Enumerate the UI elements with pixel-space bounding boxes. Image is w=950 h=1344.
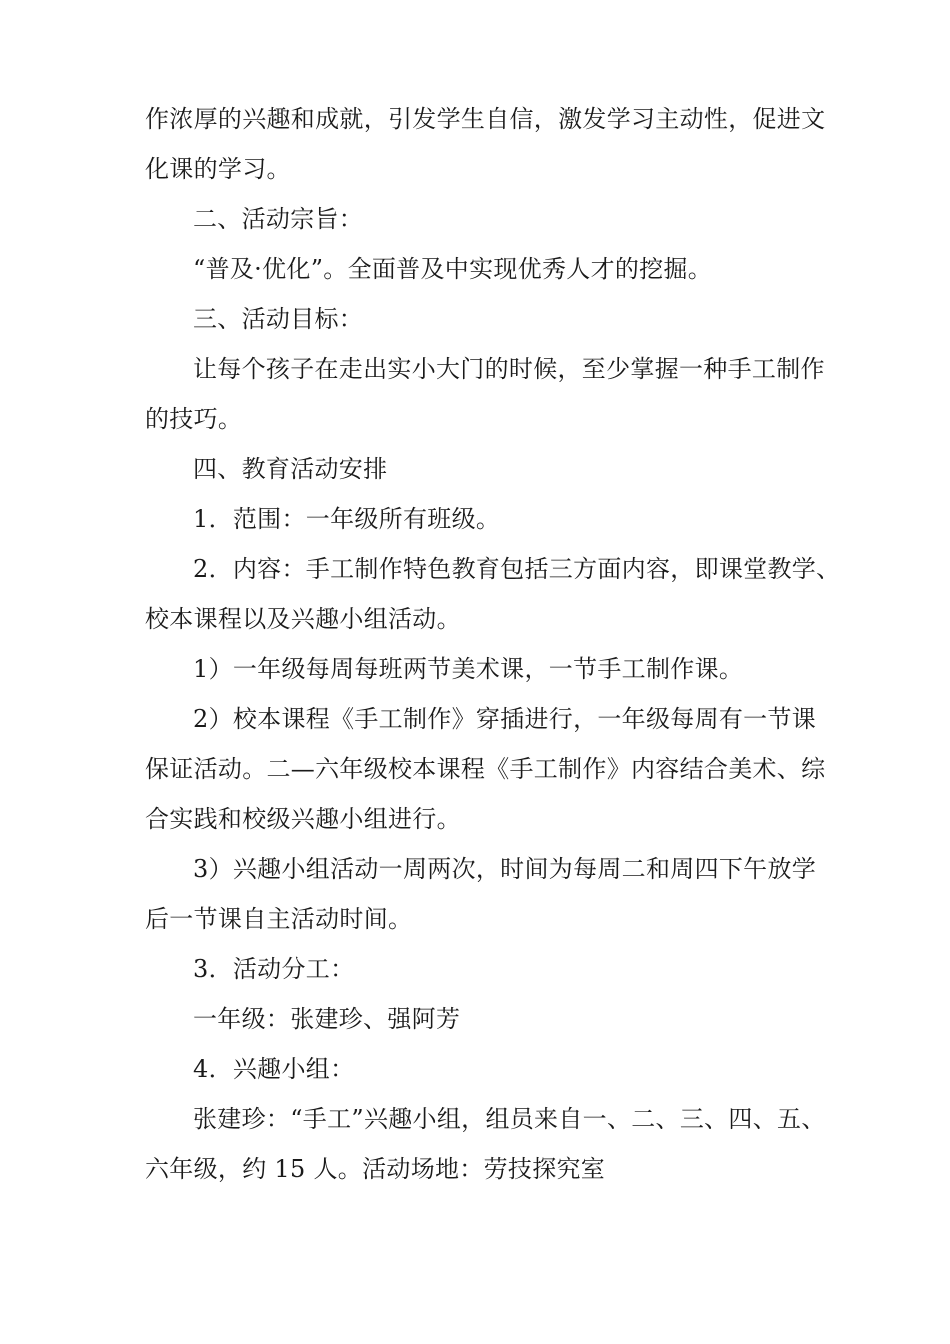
list-item: 3．活动分工： [193, 955, 355, 983]
text-line: 校本课程以及兴趣小组活动。 [145, 605, 461, 633]
text-line: 张建珍：“手工”兴趣小组，组员来自一、二、三、四、五、 [193, 1105, 826, 1133]
list-item: 2．内容：手工制作特色教育包括三方面内容，即课堂教学、 [193, 555, 841, 583]
text-line: 六年级，约 15 人。活动场地：劳技探究室 [145, 1155, 606, 1183]
text-line: 一年级：张建珍、强阿芳 [193, 1005, 461, 1033]
text-line: 作浓厚的兴趣和成就，引发学生自信，激发学习主动性，促进文 [145, 105, 826, 133]
text-line: 让每个孩子在走出实小大门的时候，至少掌握一种手工制作 [193, 355, 825, 383]
text-line: 保证活动。二—六年级校本课程《手工制作》内容结合美术、综 [145, 755, 826, 783]
list-item: 4．兴趣小组： [193, 1055, 355, 1083]
text-line: 化课的学习。 [145, 155, 291, 183]
section-heading: 三、活动目标： [193, 305, 364, 333]
document-page [145, 94, 841, 1194]
section-heading: 四、教育活动安排 [193, 455, 388, 483]
text-line: 合实践和校级兴趣小组进行。 [145, 805, 461, 833]
list-item: 1．范围：一年级所有班级。 [193, 505, 501, 533]
list-item: 1）一年级每周每班两节美术课，一节手工制作课。 [193, 655, 744, 683]
text-line: “普及·优化”。全面普及中实现优秀人才的挖掘。 [193, 255, 713, 283]
text-line: 的技巧。 [145, 405, 243, 433]
list-item: 3）兴趣小组活动一周两次，时间为每周二和周四下午放学 [193, 855, 817, 883]
text-line: 后一节课自主活动时间。 [145, 905, 413, 933]
list-item: 2）校本课程《手工制作》穿插进行，一年级每周有一节课 [193, 705, 817, 733]
section-heading: 二、活动宗旨： [193, 205, 364, 233]
